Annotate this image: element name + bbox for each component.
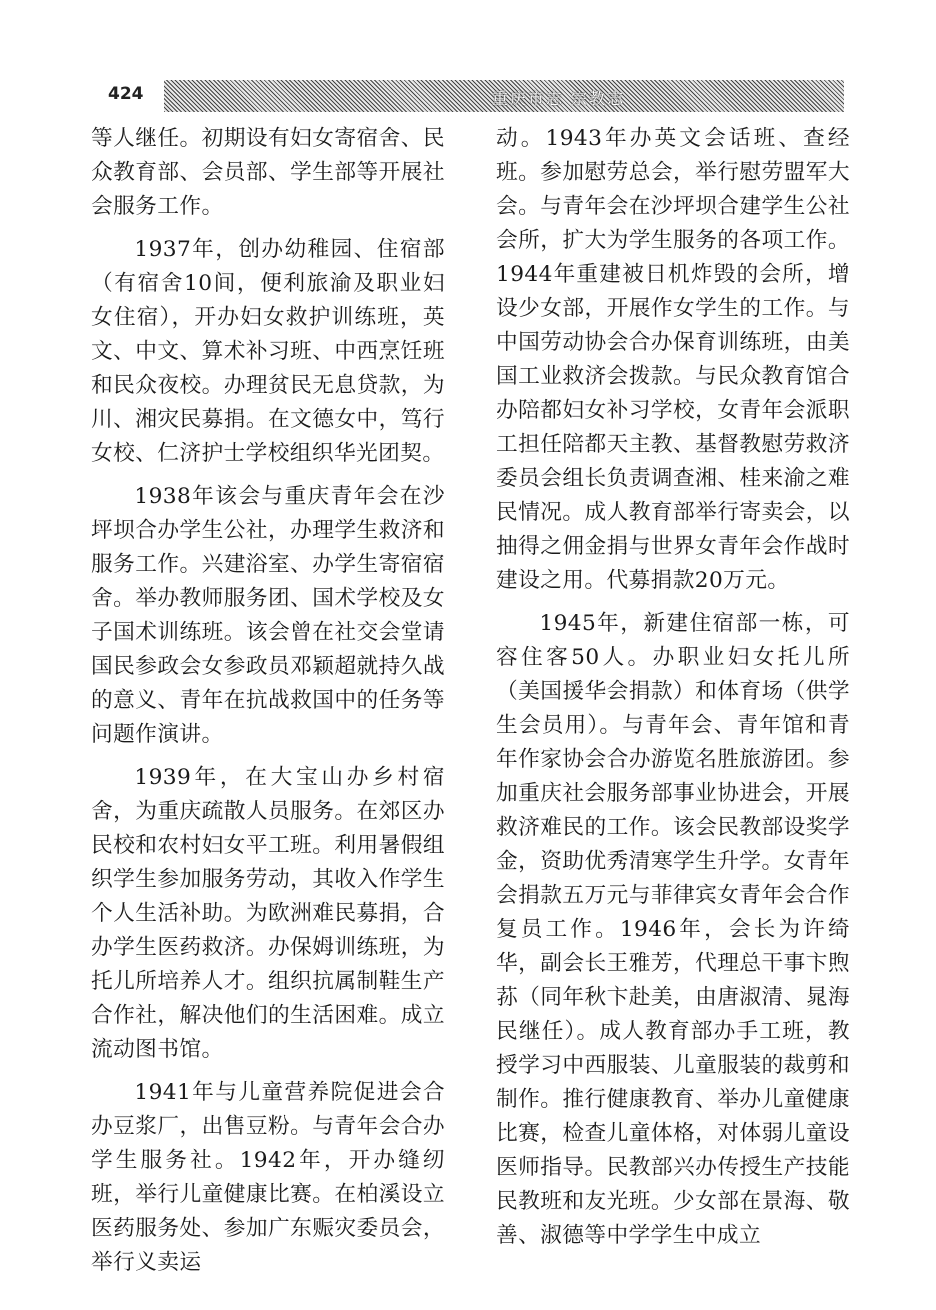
paragraph: 动。1943年办英文会话班、查经班。参加慰劳总会，举行慰劳盟军大会。与青年会在沙坪坝合建学生公社会所，扩大为学生服务的各项工作。1944年重建被日机炸毁的会所，增设少女部，开展作女学生的工作。与中国劳动协会合办保育训练班，由美国工业救济会拨款。与民众教育馆合办陪都妇女补习学校，女青年会派职工担任陪都天主教、基督教慰劳救济委员会组长负责调查湘、桂来渝之难民情况。成人教育部举行寄卖会，以抽得之佣金捐与世界女青年会作战时建设之用。代募捐款20万元。 [496, 126, 850, 593]
left-column [91, 122, 445, 1275]
header-title: 重庆市志 宗教志 [492, 89, 626, 108]
right-column [496, 122, 850, 1248]
paragraph: 1939年，在大宝山办乡村宿舍，为重庆疏散人员服务。在郊区办民校和农村妇女平工班。利用暑假组织学生参加服务劳动，其收入作学生个人生活补助。为欧洲难民募捐，合办学生医药救济。办保姆训练班，为托儿所培养人才。组织抗属制鞋生产合作社，解决他们的生活困难。成立流动图书馆。 [91, 765, 445, 1062]
paragraph: 1941年与儿童营养院促进会合办豆浆厂，出售豆粉。与青年会合办学生服务社。1942年，开办缝纫班，举行儿童健康比赛。在柏溪设立医药服务处、参加广东赈灾委员会，举行义卖运 [91, 1080, 445, 1275]
page-number: 424 [108, 84, 144, 104]
paragraph: 1945年，新建住宿部一栋，可容住客50人。办职业妇女托儿所（美国援华会捐款）和体育场（供学生会员用）。与青年会、青年馆和青年作家协会合办游览名胜旅游团。参加重庆社会服务部事业协进会，开展救济难民的工作。该会民教部设奖学金，资助优秀清寒学生升学。女青年会捐款五万元与菲律宾女青年会合作复员工作。1946年，会长为许绮华，副会长王雅芳，代理总干事卞煦荪（同年秋卞赴美，由唐淑清、晁海民继任）。成人教育部办手工班，教授学习中西服装、儿童服装的裁剪和制作。推行健康教育、举办儿童健康比赛，检查儿童体格，对体弱儿童设医师指导。民教部兴办传授生产技能民教班和友光班。少女部在景海、敬善、淑德等中学学生中成立 [496, 611, 850, 1248]
header-band [164, 80, 844, 112]
paragraph: 1938年该会与重庆青年会在沙坪坝合办学生公社，办理学生救济和服务工作。兴建浴室、办学生寄宿宿舍。举办教师服务团、国术学校及女子国术训练班。该会曾在社交会堂请国民参政会女参政员邓颖超就持久战的意义、青年在抗战救国中的任务等问题作演讲。 [91, 484, 445, 747]
paragraph: 1937年，创办幼稚园、住宿部（有宿舍10间，便利旅渝及职业妇女住宿），开办妇女救护训练班，英文、中文、算术补习班、中西烹饪班和民众夜校。办理贫民无息贷款，为川、湘灾民募捐。在文德女中，笃行女校、仁济护士学校组织华光团契。 [91, 237, 445, 466]
page-header [96, 80, 844, 114]
paragraph: 等人继任。初期设有妇女寄宿舍、民众教育部、会员部、学生部等开展社会服务工作。 [91, 126, 445, 219]
